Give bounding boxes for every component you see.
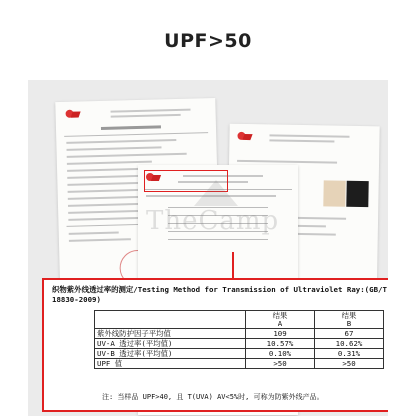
zoomed-result-table (42, 278, 388, 412)
zoom-connector (232, 252, 234, 278)
header-result-b: 结果 B (315, 311, 384, 329)
lab-logo-icon (237, 132, 251, 142)
table-row: UPF 值 >50 >50 (95, 359, 384, 369)
lab-logo-icon (65, 109, 79, 119)
fabric-sample-beige (323, 180, 345, 206)
header-result-a: 结果 A (246, 311, 315, 329)
table-row: 紫外线防护因子平均值 109 67 (95, 329, 384, 339)
upf-results-table (94, 310, 384, 369)
page-title: UPF>50 (164, 30, 252, 52)
test-method-title: 织物紫外线透过率的测定/Testing Method for Transmission of Ultraviolet Ray:(GB/T 18830-2009) (52, 285, 387, 304)
table-row: UV-B 透过率(平均值) 0.10% 0.31% (95, 349, 384, 359)
table-row: UV-A 透过率(平均值) 10.57% 10.62% (95, 339, 384, 349)
fabric-sample-black (346, 181, 368, 207)
watermark-tent-icon (194, 180, 238, 206)
upf-footnote: 注: 当样品 UPF>40, 且 T(UVA) AV<5%时, 可称为防紫外线产品。 (102, 393, 324, 401)
watermark: TheCamp (146, 206, 280, 236)
report-photo (28, 80, 388, 416)
